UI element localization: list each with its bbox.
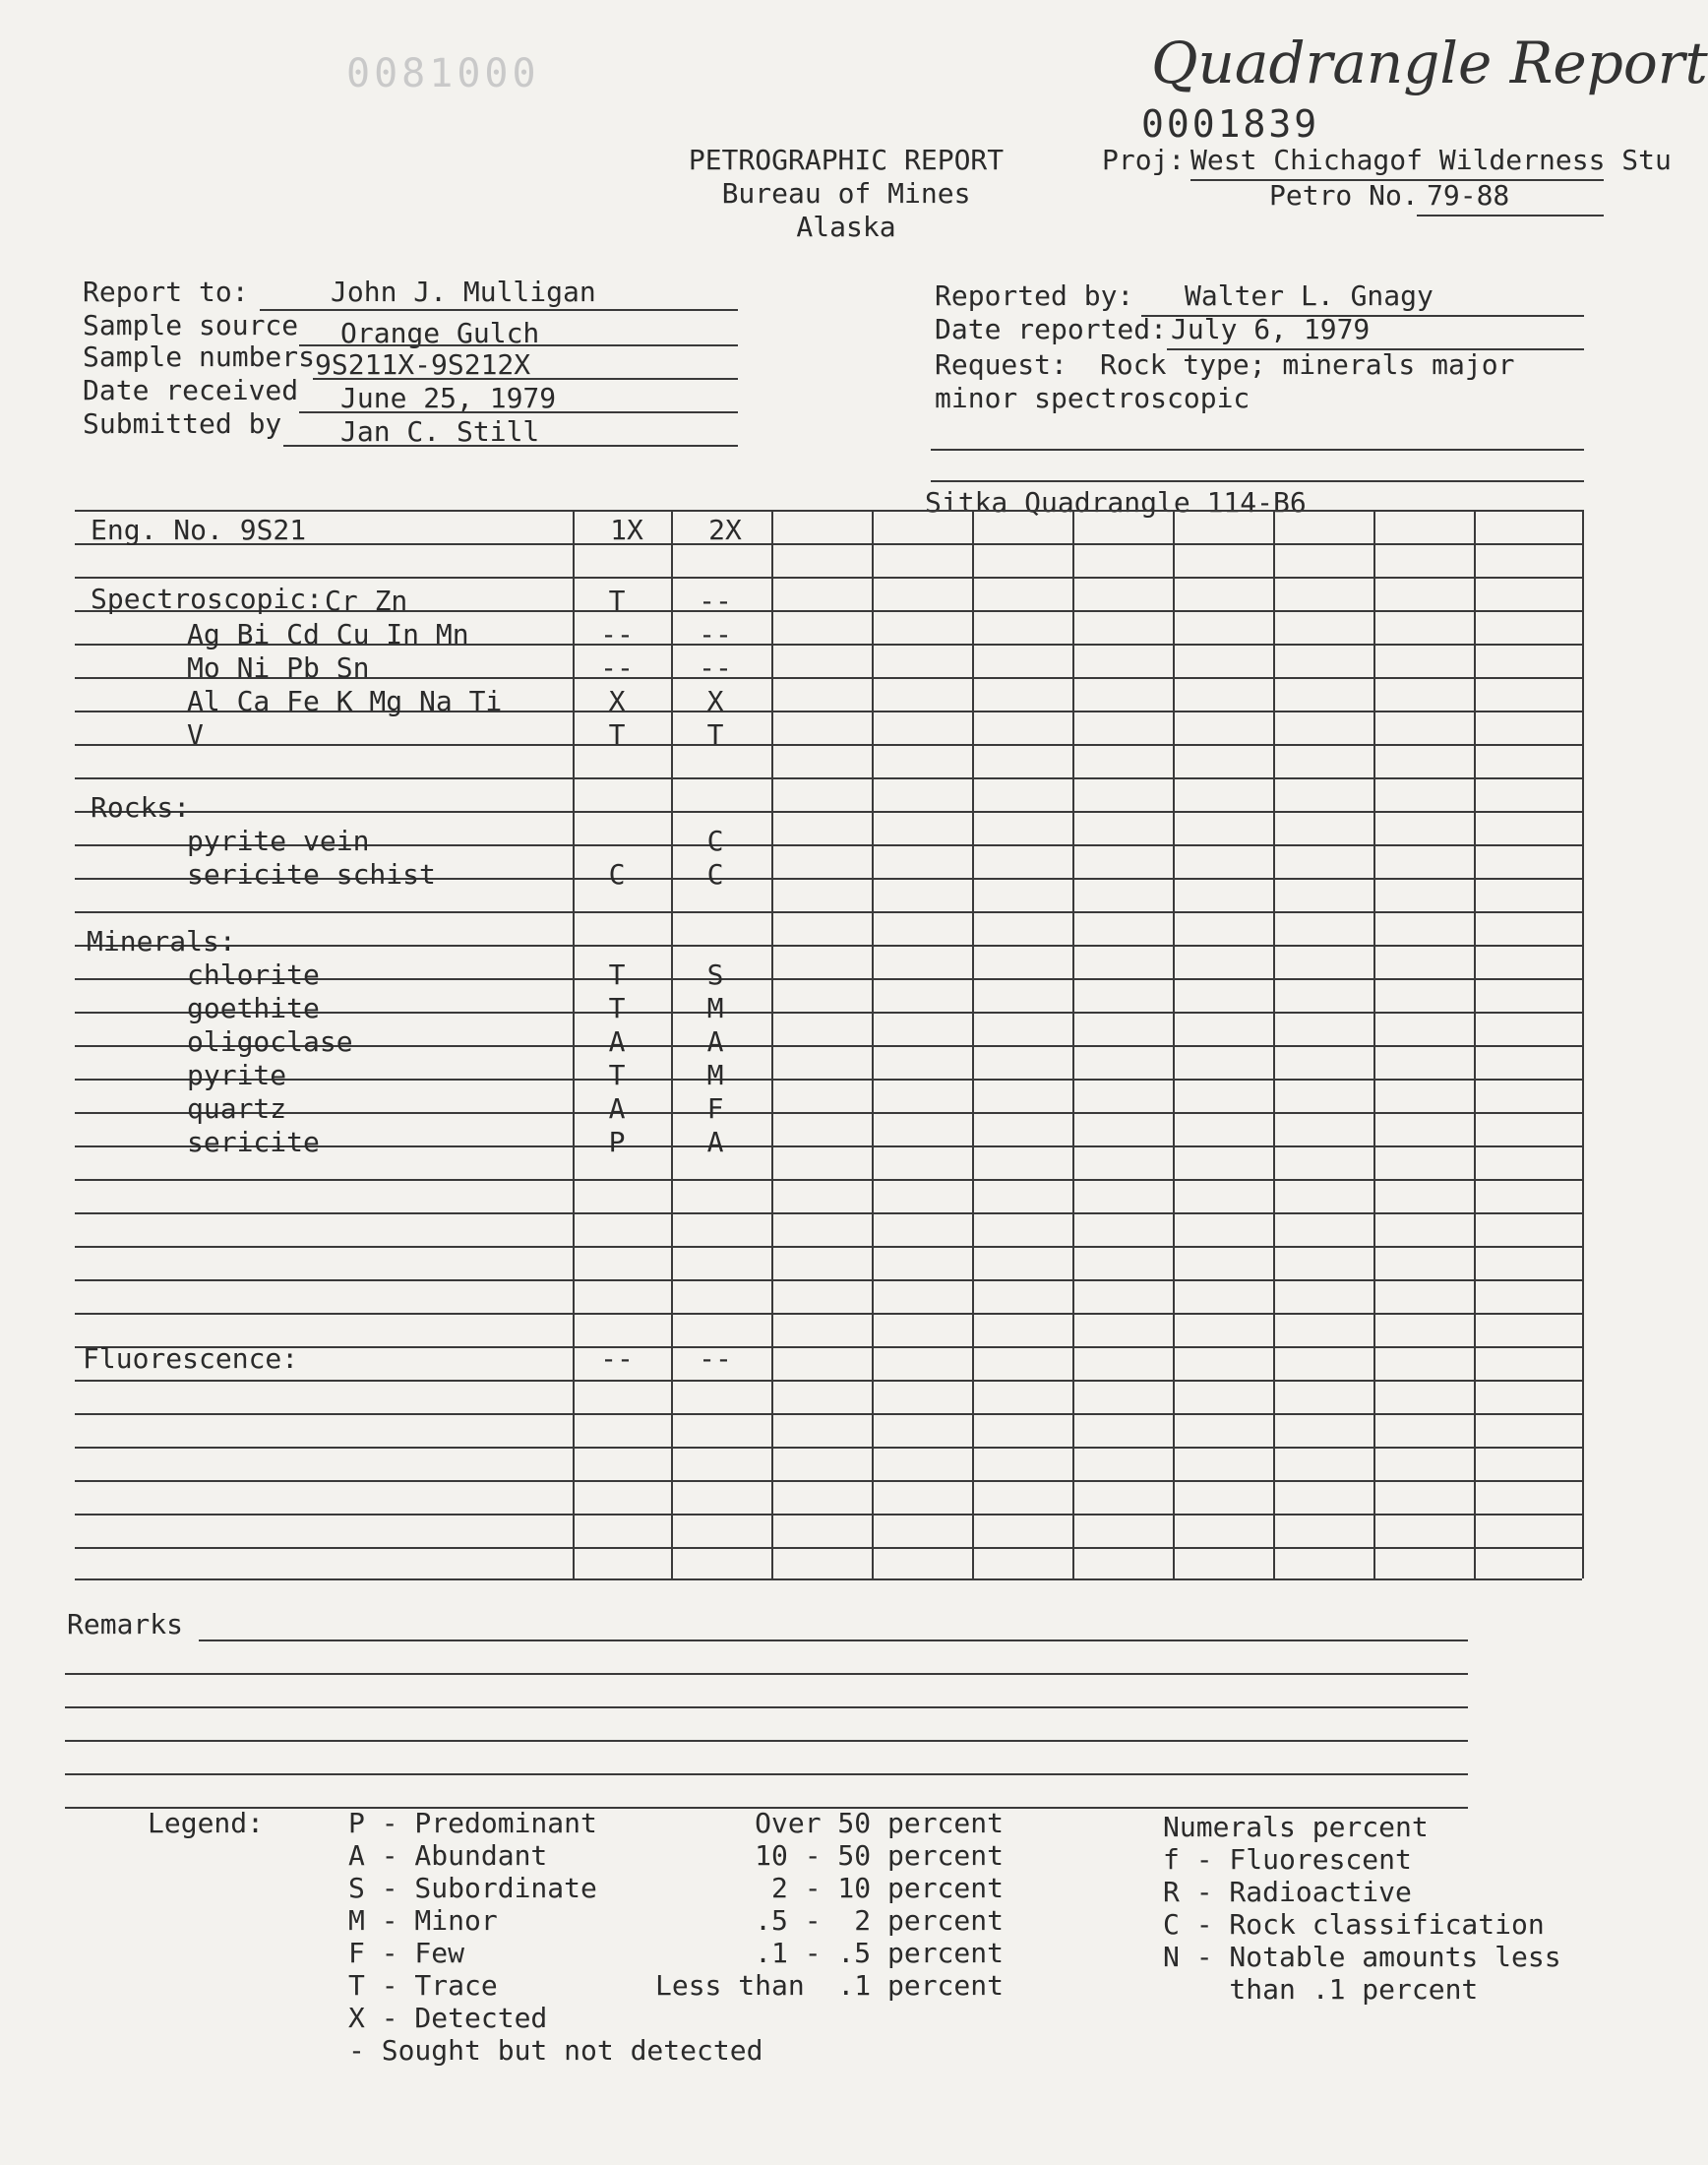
table-row-line (75, 1447, 1582, 1449)
row-label: pyrite (187, 1059, 287, 1091)
row-label: Cr Zn (325, 585, 408, 617)
legend-extra: C - Rock classification (1163, 1908, 1545, 1941)
table-row-line (75, 1480, 1582, 1482)
cell-1x: T (608, 585, 626, 617)
legend-label: Legend: (148, 1807, 265, 1839)
cell-1x: X (608, 685, 626, 717)
cell-2x: A (706, 1126, 724, 1158)
row-label: pyrite vein (187, 825, 370, 857)
date-reported-value: July 6, 1979 (1171, 313, 1371, 345)
table-row-line (75, 1212, 1582, 1214)
table-row-line (75, 945, 1582, 947)
table-column-line (1474, 510, 1476, 1578)
row-label: sericite schist (187, 858, 436, 891)
fluorescence-1x: -- (600, 1342, 634, 1375)
row-label: Al Ca Fe K Mg Na Ti (187, 685, 503, 717)
table-row-line (75, 777, 1582, 779)
table-row-line (75, 1246, 1582, 1248)
petro-label: Petro No. (1269, 179, 1419, 212)
row-label: quartz (187, 1092, 287, 1125)
cell-2x: -- (699, 651, 732, 684)
row-label: oligoclase (187, 1025, 353, 1058)
table-column-line (872, 510, 874, 1578)
table-row-line (75, 1413, 1582, 1415)
table-row-line (75, 1547, 1582, 1549)
document-number: 0001839 (1141, 102, 1320, 146)
legend-code: - Sought but not detected (348, 2034, 763, 2067)
eng-number: Eng. No. 9S21 (91, 514, 307, 546)
sample-source-value: Orange Gulch (340, 317, 540, 349)
legend-code: M - Minor (348, 1904, 498, 1937)
reported-by-value: Walter L. Gnagy (1185, 279, 1434, 312)
table-row-line (75, 1279, 1582, 1281)
legend-extra: N - Notable amounts less (1163, 1941, 1561, 1973)
handwritten-note: Quadrangle Report (1151, 30, 1708, 96)
row-label: sericite (187, 1126, 320, 1158)
request-line-1: Rock type; minerals major (1100, 348, 1515, 381)
section-fluorescence: Fluorescence: (83, 1342, 299, 1375)
table-column-line (972, 510, 974, 1578)
project-label: Proj: (1102, 144, 1186, 176)
legend-code: X - Detected (348, 2002, 548, 2034)
table-row-line (75, 1514, 1582, 1516)
section-rocks: Rocks: (91, 791, 191, 824)
report-title: PETROGRAPHIC REPORT (688, 144, 1005, 176)
section-minerals: Minerals: (87, 925, 236, 958)
legend-range: 10 - 50 percent (755, 1839, 1004, 1872)
report-location: Alaska (796, 211, 896, 243)
submitted-by-value: Jan C. Still (340, 415, 540, 448)
cell-1x: T (608, 1059, 626, 1091)
section-spectroscopic: Spectroscopic: (91, 583, 324, 615)
column-header-1x: 1X (610, 514, 643, 546)
cell-1x: P (608, 1126, 626, 1158)
cell-1x: A (608, 1092, 626, 1125)
submitted-by-label: Submitted by (83, 407, 282, 440)
row-label: goethite (187, 992, 320, 1024)
report-subtitle: Bureau of Mines (721, 177, 971, 210)
legend-range: Less than .1 percent (654, 1969, 1004, 2002)
table-row-line (75, 577, 1582, 579)
cell-2x: C (706, 825, 724, 857)
cell-2x: -- (699, 618, 732, 650)
date-reported-label: Date reported: (935, 313, 1168, 345)
reported-by-label: Reported by: (935, 279, 1134, 312)
table-row-line (75, 1578, 1582, 1580)
legend-extra: R - Radioactive (1163, 1876, 1412, 1908)
fluorescence-2x: -- (699, 1342, 732, 1375)
legend-code: T - Trace (348, 1969, 498, 2002)
table-column-line (771, 510, 773, 1578)
table-row-line (75, 1313, 1582, 1315)
report-to-label: Report to: (83, 276, 249, 308)
cell-2x: M (706, 1059, 724, 1091)
legend-range: .1 - .5 percent (755, 1937, 1004, 1969)
cell-1x: T (608, 718, 626, 751)
table-row-line (75, 911, 1582, 913)
quadrangle: Sitka Quadrangle 114-B6 (925, 486, 1307, 519)
legend-range: Over 50 percent (755, 1807, 1004, 1839)
date-received-value: June 25, 1979 (340, 382, 557, 414)
table-row-line (75, 1179, 1582, 1181)
cell-2x: T (706, 718, 724, 751)
cell-2x: F (706, 1092, 724, 1125)
table-column-line (1373, 510, 1375, 1578)
cell-2x: C (706, 858, 724, 891)
row-label: V (187, 718, 204, 751)
sample-numbers-label: Sample numbers (83, 340, 316, 373)
row-label: chlorite (187, 959, 320, 991)
legend-extra: Numerals percent (1163, 1811, 1429, 1843)
report-to-value: John J. Mulligan (331, 276, 596, 308)
legend-range: 2 - 10 percent (770, 1872, 1004, 1904)
table-row-line (75, 1079, 1582, 1081)
legend-extra: than .1 percent (1163, 1973, 1479, 2006)
petro-value: 79-88 (1427, 179, 1510, 212)
legend-extra: f - Fluorescent (1163, 1843, 1412, 1876)
sample-source-label: Sample source (83, 309, 299, 341)
table-row-line (75, 1346, 1582, 1348)
table-column-line (1273, 510, 1275, 1578)
column-header-2x: 2X (708, 514, 742, 546)
cell-1x: T (608, 959, 626, 991)
remarks-label: Remarks (67, 1608, 184, 1640)
table-column-line (1173, 510, 1175, 1578)
legend-code: A - Abundant (348, 1839, 548, 1872)
cell-1x: T (608, 992, 626, 1024)
row-label: Ag Bi Cd Cu In Mn (187, 618, 469, 650)
table-right-edge (1582, 510, 1584, 1578)
table-row-line (75, 510, 1582, 512)
legend-range: .5 - 2 percent (755, 1904, 1004, 1937)
cell-1x: A (608, 1025, 626, 1058)
request-line-2: minor spectroscopic (935, 382, 1250, 414)
cell-2x: X (706, 685, 724, 717)
cell-2x: S (706, 959, 724, 991)
table-column-line (1072, 510, 1074, 1578)
sample-numbers-value: 9S211X-9S212X (315, 348, 531, 381)
cell-2x: -- (699, 585, 732, 617)
cell-1x: -- (600, 618, 634, 650)
legend-code: S - Subordinate (348, 1872, 597, 1904)
table-row-line (75, 1380, 1582, 1382)
legend-code: P - Predominant (348, 1807, 597, 1839)
cell-2x: A (706, 1025, 724, 1058)
cell-2x: M (706, 992, 724, 1024)
cell-1x: C (608, 858, 626, 891)
table-row-line (75, 1112, 1582, 1114)
ghost-stamp: 0081000 (346, 51, 540, 96)
cell-1x: -- (600, 651, 634, 684)
project-value: West Chichagof Wilderness Stu (1190, 144, 1672, 176)
table-row-line (75, 744, 1582, 746)
legend-code: F - Few (348, 1937, 465, 1969)
date-received-label: Date received (83, 374, 299, 406)
request-label: Request: (935, 348, 1068, 381)
row-label: Mo Ni Pb Sn (187, 651, 370, 684)
table-row-line (75, 811, 1582, 813)
